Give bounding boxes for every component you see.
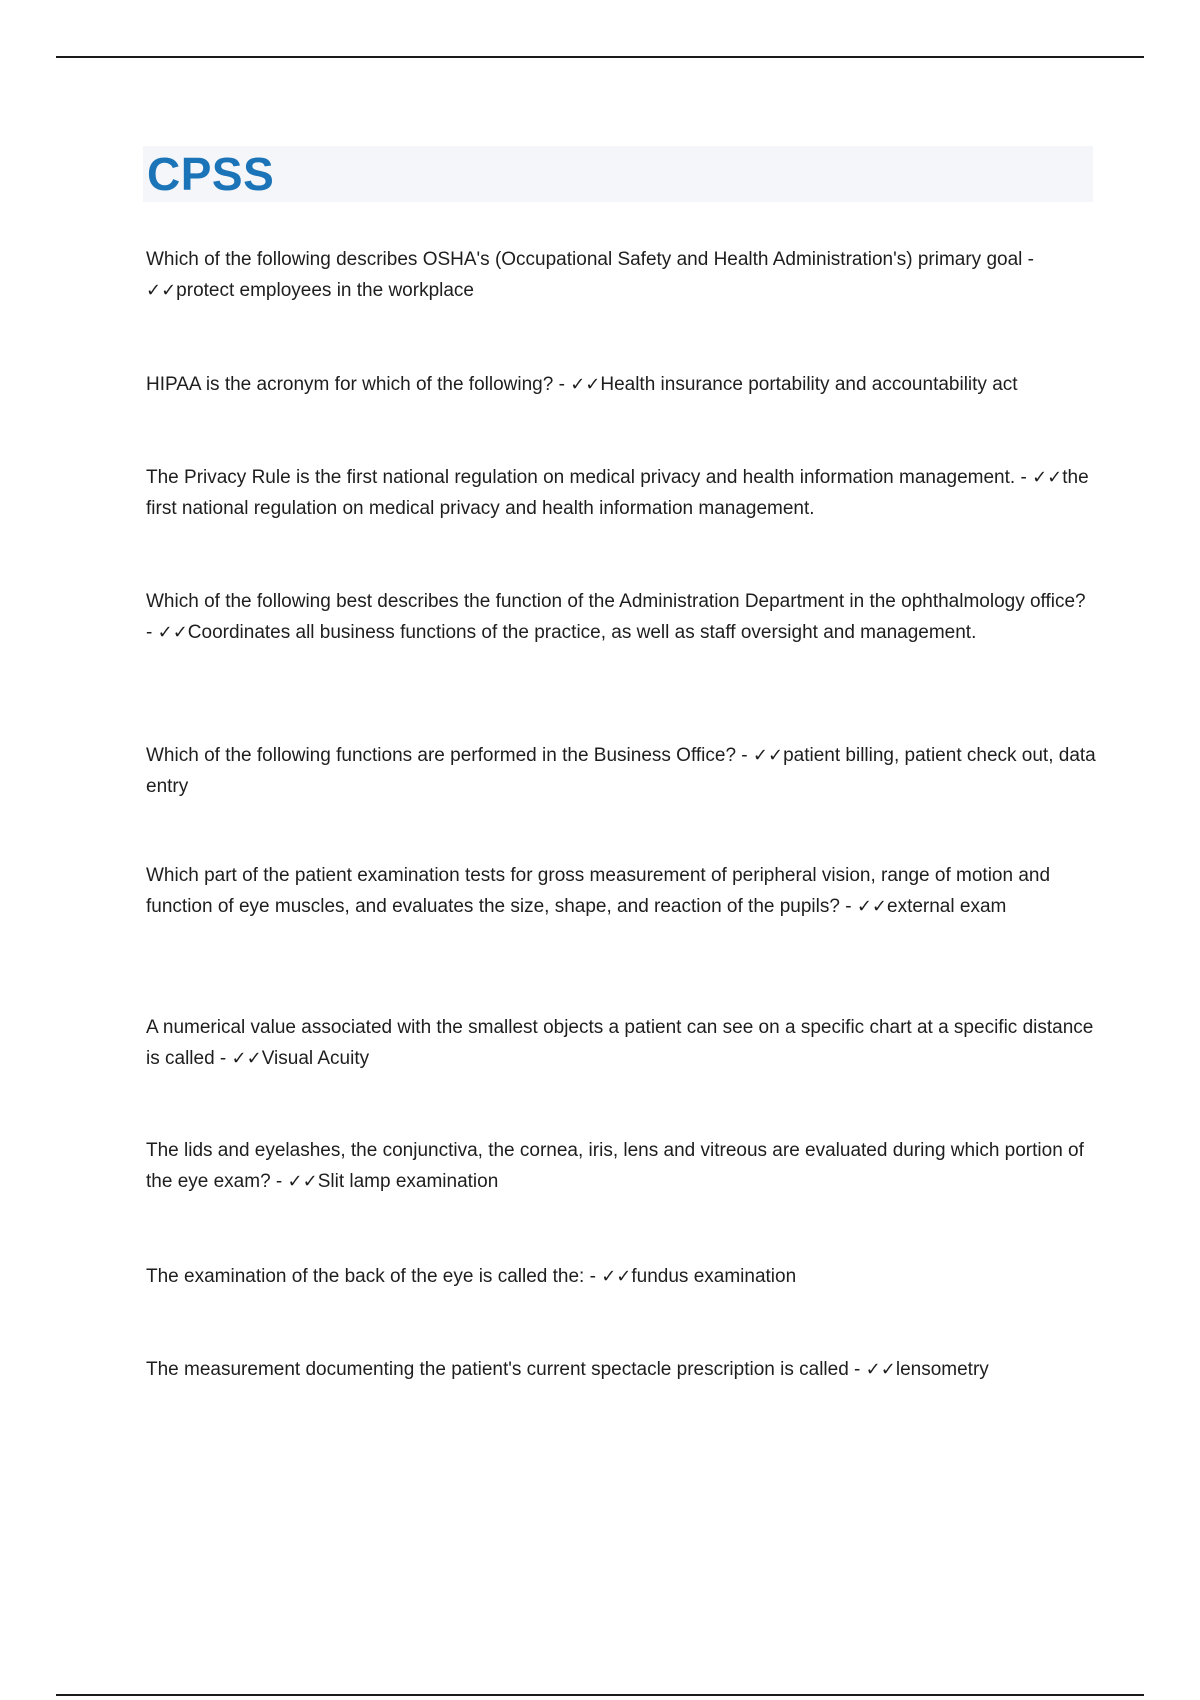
separator: - xyxy=(553,374,571,395)
separator: - xyxy=(214,1048,232,1069)
answer-text: Health insurance portability and accountability act xyxy=(600,374,1018,395)
bottom-divider xyxy=(56,1694,1144,1696)
answer-text: fundus examination xyxy=(631,1266,797,1287)
question-text: The lids and eyelashes, the conjunctiva, the cornea, iris, lens and vitreous are evaluated during which portion of the eye exam? xyxy=(146,1140,1084,1192)
double-check-icon: ✓✓ xyxy=(570,374,601,395)
double-check-icon: ✓✓ xyxy=(287,1171,318,1192)
question-text: The Privacy Rule is the first national regulation on medical privacy and health information management. xyxy=(146,467,1016,488)
separator: - xyxy=(584,1266,602,1287)
answer-text: Visual Acuity xyxy=(261,1048,370,1069)
question-text: HIPAA is the acronym for which of the following? xyxy=(146,374,554,395)
answer-text: patient billing, patient check out, data entry xyxy=(146,745,1096,797)
double-check-icon: ✓✓ xyxy=(601,1266,632,1287)
top-divider xyxy=(56,56,1144,58)
question-text: Which of the following best describes the function of the Administration Department in the ophthalmology office? xyxy=(146,591,1086,612)
separator: - xyxy=(270,1171,288,1192)
qa-item xyxy=(146,586,1096,648)
answer-text: lensometry xyxy=(895,1359,989,1380)
separator: - xyxy=(839,896,857,917)
qa-item xyxy=(146,1012,1096,1074)
qa-item xyxy=(146,1135,1096,1197)
qa-item xyxy=(146,860,1096,922)
answer-text: external exam xyxy=(887,896,1007,917)
double-check-icon: ✓✓ xyxy=(1032,467,1063,488)
double-check-icon: ✓✓ xyxy=(146,280,177,301)
qa-item xyxy=(146,740,1096,802)
question-text: Which of the following describes OSHA's (Occupational Safety and Health Administration's) primary goal xyxy=(146,249,1023,270)
answer-text: Coordinates all business functions of the practice, as well as staff oversight and management. xyxy=(187,622,977,643)
separator: - xyxy=(736,745,753,766)
question-text: A numerical value associated with the smallest objects a patient can see on a specific chart at a specific distance is called xyxy=(146,1017,1094,1069)
qa-item xyxy=(146,462,1096,524)
answer-text: protect employees in the workplace xyxy=(176,280,474,301)
qa-item xyxy=(146,1354,1096,1385)
separator: - xyxy=(146,622,158,643)
answer-text: Slit lamp examination xyxy=(317,1171,499,1192)
title-banner xyxy=(143,146,1093,202)
question-text: The examination of the back of the eye is called the: xyxy=(146,1266,585,1287)
question-text: Which part of the patient examination tests for gross measurement of peripheral vision, range of motion and function of eye muscles, and evaluates the size, shape, and reaction of the pupils? xyxy=(146,865,1051,917)
separator: - xyxy=(1022,249,1034,270)
question-text: The measurement documenting the patient's current spectacle prescription is called xyxy=(146,1359,849,1380)
double-check-icon: ✓✓ xyxy=(752,745,784,766)
separator: - xyxy=(1015,467,1033,488)
qa-item xyxy=(146,1261,1096,1292)
double-check-icon: ✓✓ xyxy=(856,896,887,917)
double-check-icon: ✓✓ xyxy=(865,1359,896,1380)
qa-item xyxy=(146,369,1096,400)
double-check-icon: ✓✓ xyxy=(231,1048,262,1069)
question-text: Which of the following functions are performed in the Business Office? xyxy=(146,745,737,766)
answer-text: the first national regulation on medical privacy and health information management. xyxy=(146,467,1089,519)
document-title: CPSS xyxy=(147,148,275,200)
separator: - xyxy=(848,1359,866,1380)
double-check-icon: ✓✓ xyxy=(157,622,188,643)
qa-item xyxy=(146,244,1096,306)
